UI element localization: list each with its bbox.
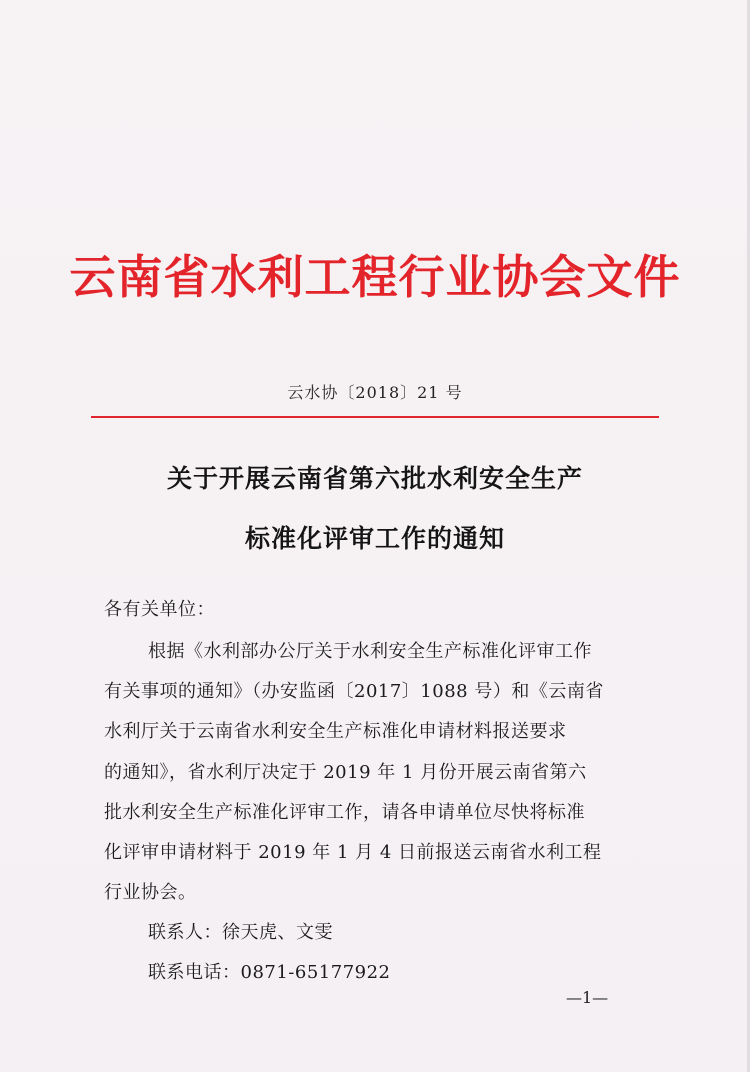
body-line-3: 水利厅关于云南省水利安全生产标准化申请材料报送要求 [104, 721, 567, 742]
body-line-2: 有关事项的通知》（办安监函〔2017〕1088 号）和《云南省 [104, 681, 604, 702]
document-number: 云水协〔2018〕21 号 [287, 383, 463, 402]
body-line-1: 根据《水利部办公厅关于水利安全生产标准化评审工作 [148, 641, 592, 662]
contact-person: 联系人：徐天虎、文雯 [148, 922, 333, 943]
notice-title-line-2: 标准化评审工作的通知 [244, 524, 505, 553]
body-line-6: 化评审申请材料于 2019 年 1 月 4 日前报送云南省水利工程 [104, 842, 602, 863]
salutation: 各有关单位： [104, 599, 215, 620]
body-line-4: 的通知》，省水利厅决定于 2019 年 1 月份开展云南省第六 [104, 762, 587, 783]
notice-title-line-1: 关于开展云南省第六批水利安全生产 [166, 464, 583, 493]
body-line-5: 批水利安全生产标准化评审工作，请各申请单位尽快将标准 [104, 802, 585, 823]
page-number: —1— [566, 988, 609, 1007]
red-divider-line [91, 416, 659, 418]
contact-phone: 联系电话：0871-65177922 [148, 962, 391, 983]
org-header-title: 云南省水利工程行业协会文件 [69, 250, 681, 304]
body-line-7: 行业协会。 [104, 882, 197, 903]
